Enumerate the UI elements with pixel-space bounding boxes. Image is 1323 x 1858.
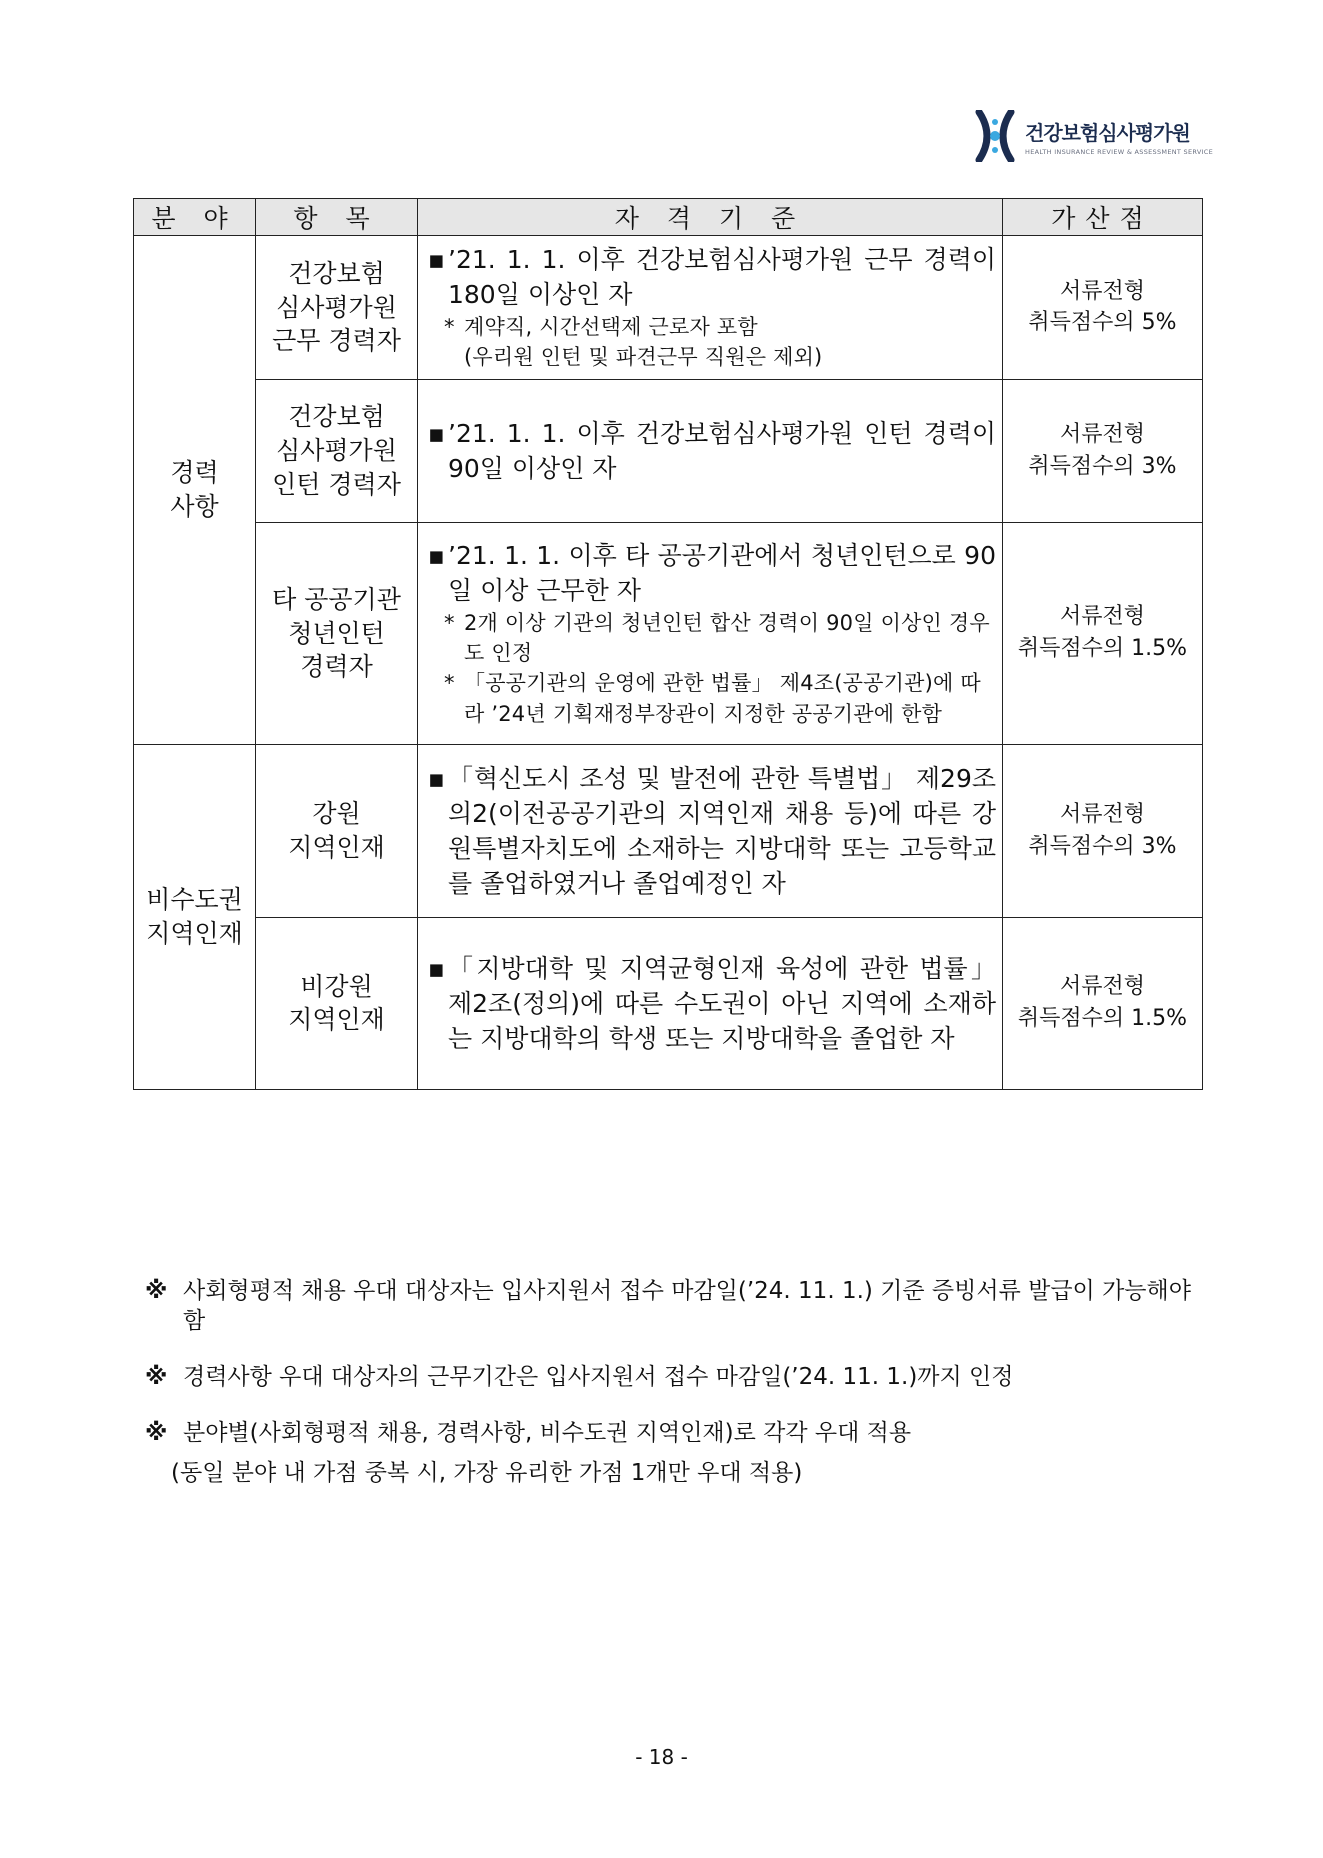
bullet-marker: ▪ [428,418,445,448]
field-cell: 비수도권 지역인재 [134,744,256,1089]
org-logo [975,110,1213,162]
note-text: 2개 이상 기관의 청년인턴 합산 경력이 90일 이상인 경우도 인정 [464,610,990,665]
note-body [183,1363,1013,1393]
note-text: 「공공기관의 운영에 관한 법률」 제4조(공공기관)에 따라 ’24년 기획재정부장관이 지정한 공공기관에 한함 [464,671,981,726]
points-cell: 서류전형 취득점수의 5% [1003,236,1203,380]
note-marker: * [444,610,455,635]
table-row [134,522,1203,744]
note-text: 경력사항 우대 대상자의 근무기간은 입사지원서 접수 마감일(’24. 11. 1.)까지 인정 [183,1363,1014,1390]
note-text: 계약직, 시간선택제 근로자 포함 (우리원 인턴 및 파견근무 직원은 제외) [464,315,823,370]
note-item [145,1277,1205,1337]
header-criteria: 자 격 기 준 [418,199,1003,236]
org-name-en: HEALTH INSURANCE REVIEW & ASSESSMENT SERVICE [1025,147,1214,156]
criteria-text: ’21. 1. 1. 이후 건강보험심사평가원 인턴 경력이 90일 이상인 자 [448,418,996,483]
criteria-text: ’21. 1. 1. 이후 타 공공기관에서 청년인턴으로 90일 이상 근무한 자 [448,540,996,605]
criteria-bullet [428,951,996,1056]
item-cell: 건강보험 심사평가원 근무 경력자 [256,236,418,380]
notes [145,1277,1205,1514]
criteria-bullet [428,761,996,901]
page-number: - 18 - [635,1745,688,1769]
criteria-note [444,608,996,669]
criteria-cell [418,917,1003,1089]
note-body [171,1419,912,1489]
note-mark-icon: ※ [145,1363,168,1390]
points-cell: 서류전형 취득점수의 1.5% [1003,917,1203,1089]
note-item [145,1363,1205,1393]
hira-logo-icon [975,110,1015,162]
field-cell: 경력 사항 [134,236,256,745]
note-mark-icon: ※ [145,1278,168,1304]
criteria-text: 「지방대학 및 지역균형인재 육성에 관한 법률」 제2조(정의)에 따른 수도권이 아닌 지역에 소재하는 지방대학의 학생 또는 지방대학을 졸업한 자 [448,953,996,1053]
note-body [183,1277,1205,1337]
item-cell: 비강원 지역인재 [256,917,418,1089]
note-continuation: (동일 분야 내 가점 중복 시, 가장 유리한 가점 1개만 우대 적용) [171,1459,803,1486]
points-cell: 서류전형 취득점수의 3% [1003,744,1203,917]
bullet-marker: ▪ [428,763,445,793]
criteria-note [444,312,996,373]
bonus-criteria-table [133,198,1203,1090]
criteria-cell [418,379,1003,522]
table-row [134,236,1203,380]
table-header-row [134,199,1203,236]
criteria-text: ’21. 1. 1. 이후 건강보험심사평가원 근무 경력이 180일 이상인 자 [448,245,996,309]
note-marker: * [444,315,455,339]
note-marker: * [444,671,455,696]
table-body [134,236,1203,1090]
header-points: 가산점 [1003,199,1203,236]
criteria-bullet [428,416,996,486]
criteria-text: 「혁신도시 조성 및 발전에 관한 특별법」 제29조의2(이전공공기관의 지역인재 채용 등)에 따른 강원특별자치도에 소재하는 지방대학 또는 고등학교를 졸업하였거나 졸업예정인 자 [448,763,996,898]
points-cell: 서류전형 취득점수의 3% [1003,379,1203,522]
criteria-cell [418,744,1003,917]
bullet-marker: ▪ [428,953,445,983]
bullet-marker: ▪ [428,245,445,274]
points-cell: 서류전형 취득점수의 1.5% [1003,522,1203,744]
org-name-ko: 건강보험심사평가원 [1025,120,1190,145]
table-row [134,744,1203,917]
note-item [145,1419,1205,1489]
bullet-marker: ▪ [428,540,445,570]
criteria-bullet [428,538,996,608]
criteria-note [444,668,996,729]
note-text: 분야별(사회형평적 채용, 경력사항, 비수도권 지역인재)로 각각 우대 적용 [183,1419,912,1446]
item-cell: 강원 지역인재 [256,744,418,917]
table-row [134,917,1203,1089]
header-item: 항 목 [256,199,418,236]
header-field: 분 야 [134,199,256,236]
note-text: 사회형평적 채용 우대 대상자는 입사지원서 접수 마감일(’24. 11. 1.) 기준 증빙서류 발급이 가능해야 함 [183,1278,1191,1334]
criteria-cell [418,236,1003,380]
table-row [134,379,1203,522]
note-mark-icon: ※ [145,1419,168,1446]
criteria-bullet [428,242,996,312]
criteria-cell [418,522,1003,744]
item-cell: 건강보험 심사평가원 인턴 경력자 [256,379,418,522]
item-cell: 타 공공기관 청년인턴 경력자 [256,522,418,744]
